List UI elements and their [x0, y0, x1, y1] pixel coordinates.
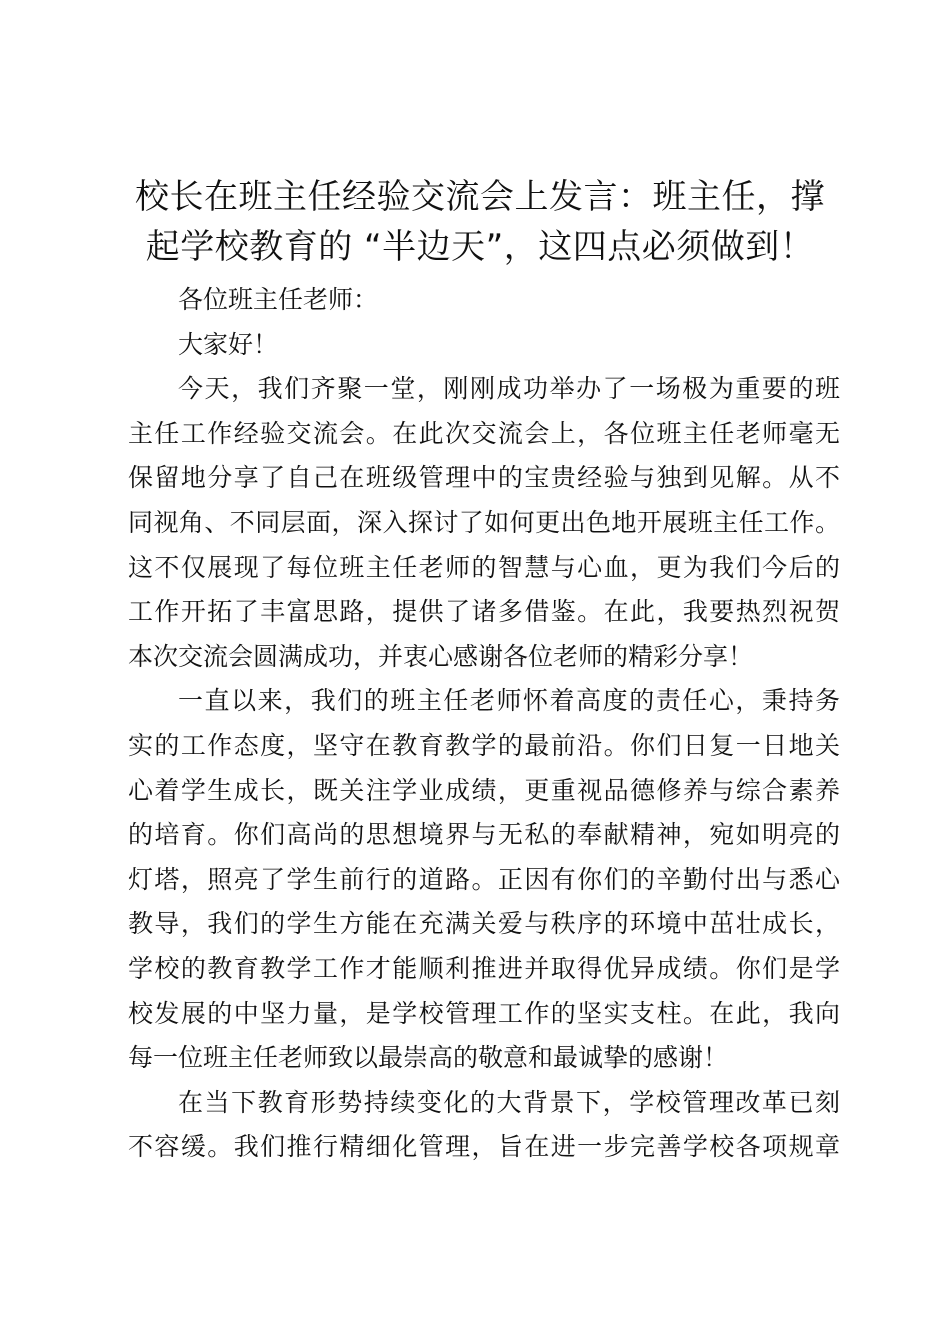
paragraph-line: 灯塔，照亮了学生前行的道路。正因有你们的辛勤付出与悉心 [128, 864, 840, 894]
paragraph-1 [128, 367, 840, 679]
paragraph-line: 实的工作态度，坚守在教育教学的最前沿。你们日复一日地关 [128, 730, 840, 760]
paragraph-line: 工作开拓了丰富思路，提供了诸多借鉴。在此，我要热烈祝贺 [128, 597, 840, 627]
paragraph-3 [128, 1081, 840, 1170]
paragraph-line: 这不仅展现了每位班主任老师的智慧与心血，更为我们今后的 [128, 552, 840, 582]
paragraph-line: 保留地分享了自己在班级管理中的宝贵经验与独到见解。从不 [128, 463, 840, 493]
paragraph-line: 心着学生成长，既关注学业成绩，更重视品德修养与综合素养 [128, 775, 840, 805]
document-body [128, 278, 840, 1170]
paragraph-line: 不容缓。我们推行精细化管理，旨在进一步完善学校各项规章 [128, 1132, 840, 1162]
paragraph-line: 本次交流会圆满成功，并衷心感谢各位老师的精彩分享！ [128, 641, 754, 671]
paragraph-line: 在当下教育形势持续变化的大背景下，学校管理改革已刻 [178, 1087, 840, 1117]
paragraph-line: 一直以来，我们的班主任老师怀着高度的责任心，秉持务 [178, 686, 840, 716]
paragraph-line: 每一位班主任老师致以最崇高的敬意和最诚挚的感谢！ [128, 1043, 729, 1073]
paragraph-line: 校发展的中坚力量，是学校管理工作的坚实支柱。在此，我向 [128, 998, 840, 1028]
paragraph-line: 同视角、不同层面，深入探讨了如何更出色地开展班主任工作。 [128, 507, 840, 537]
greeting: 大家好！ [178, 329, 279, 359]
paragraph-line: 的培育。你们高尚的思想境界与无私的奉献精神，宛如明亮的 [128, 820, 840, 850]
paragraph-line: 学校的教育教学工作才能顺利推进并取得优异成绩。你们是学 [128, 953, 840, 983]
title-line-2: 起学校教育的 “半边天”，这四点必须做到！ [145, 227, 815, 267]
paragraph-2 [128, 679, 840, 1080]
paragraph-line: 主任工作经验交流会。在此次交流会上，各位班主任老师毫无 [128, 418, 840, 448]
document-title [120, 172, 840, 272]
title-line-1: 校长在班主任经验交流会上发言：班主任，撑 [135, 177, 825, 217]
salutation: 各位班主任老师： [178, 285, 379, 314]
paragraph-line: 教导，我们的学生方能在充满关爱与秩序的环境中茁壮成长， [128, 909, 840, 939]
paragraph-line: 今天，我们齐聚一堂，刚刚成功举办了一场极为重要的班 [178, 374, 840, 404]
